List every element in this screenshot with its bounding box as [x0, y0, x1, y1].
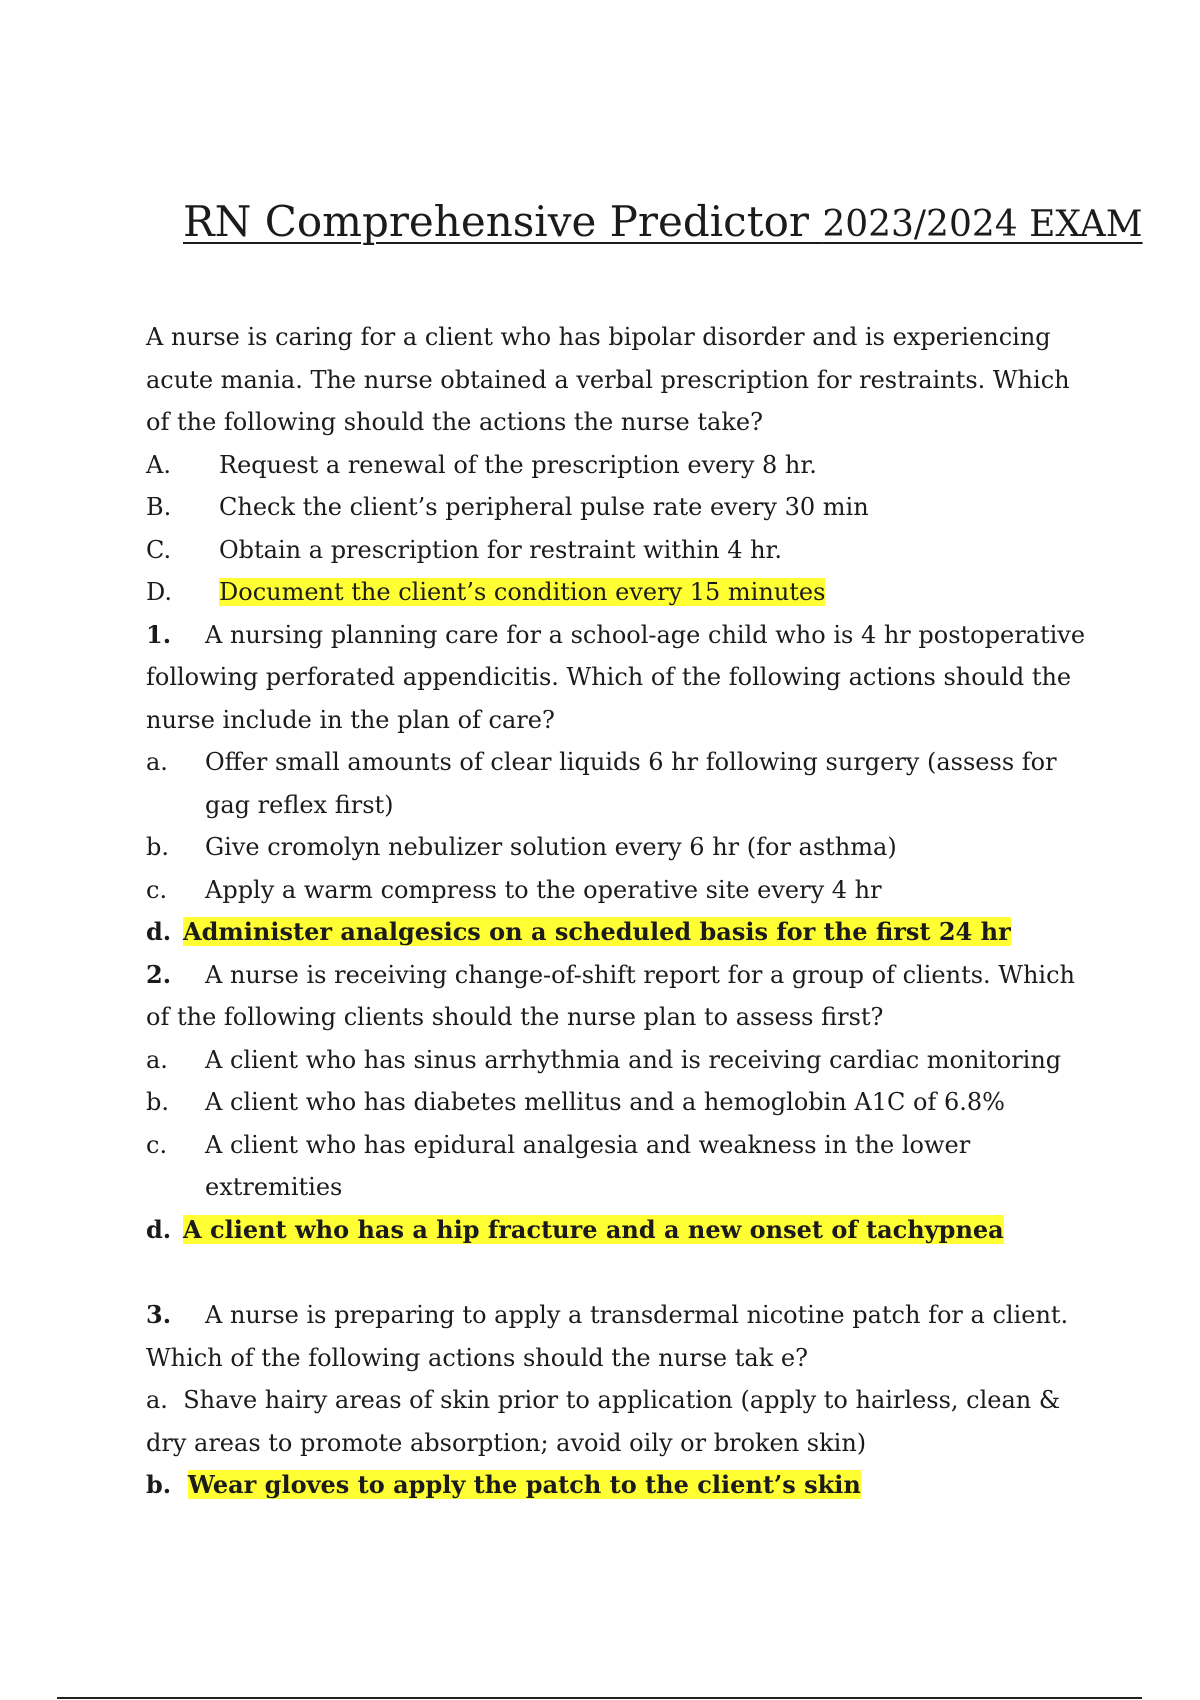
question-1-number: 1.: [146, 619, 172, 649]
intro-option-b: B. Check the client’s peripheral pulse rate every 30 min: [146, 493, 869, 521]
q1-option-a: a. Offer small amounts of clear liquids 6 hr following surgery (assess for gag reflex first): [146, 748, 1057, 819]
question-3-text: A nurse is preparing to apply a transdermal nicotine patch for a client. Which of the following actions should the nurse tak e?: [146, 1301, 1069, 1372]
question-2-number: 2.: [146, 959, 172, 989]
q1-option-d-answer: d. Administer analgesics on a scheduled basis for the first 24 hr: [146, 917, 1011, 946]
intro-option-c: C. Obtain a prescription for restraint within 4 hr.: [146, 535, 783, 564]
intro-question-text: A nurse is caring for a client who has bipolar disorder and is experiencing acute mania. The nurse obtained a verbal prescription for restraints. Which of the following should the actions the nurse take?: [146, 323, 1070, 436]
intro-option-d-answer: D. Document the client’s condition every 15 minutes: [146, 578, 826, 606]
q2-option-b: b. A client who has diabetes mellitus and a hemoglobin A1C of 6.8%: [146, 1088, 1005, 1116]
question-2-text: A nurse is receiving change-of-shift report for a group of clients. Which of the following clients should the nurse plan to assess first?: [146, 960, 1075, 1031]
title-year: 2023/2024 EXAM: [822, 204, 1143, 245]
q3-option-b-answer: b. Wear gloves to apply the patch to the client’s skin: [146, 1470, 861, 1499]
spacer: [146, 1251, 1086, 1294]
title-main: RN Comprehensive Predictor: [183, 197, 809, 246]
footer-divider: [57, 1697, 1142, 1699]
question-2: [146, 954, 1086, 1039]
q2-option-a: a. A client who has sinus arrhythmia and is receiving cardiac monitoring: [146, 1045, 1062, 1074]
question-3-number: 3.: [146, 1300, 172, 1329]
q1-option-b: b. Give cromolyn nebulizer solution every 6 hr (for asthma): [146, 833, 897, 861]
intro-option-a: A. Request a renewal of the prescription every 8 hr.: [146, 450, 817, 479]
q1-option-c: c. Apply a warm compress to the operative site every 4 hr: [146, 875, 882, 904]
question-3: [146, 1294, 1086, 1379]
question-1: [146, 614, 1086, 742]
q3-option-a: a. Shave hairy areas of skin prior to application (apply to hairless, clean & dry areas to promote absorption; avoid oily or broken skin): [146, 1386, 1061, 1457]
question-1-text: A nursing planning care for a school-age child who is 4 hr postoperative following perforated appendicitis. Which of the following actions should the nurse include in the plan of care?: [146, 620, 1086, 734]
q2-option-d-answer: d. A client who has a hip fracture and a new onset of tachypnea: [146, 1214, 1004, 1244]
document-title: [183, 194, 1143, 253]
q2-option-c: c. A client who has epidural analgesia and weakness in the lower extremities: [146, 1130, 971, 1201]
document-body: [146, 316, 1086, 1507]
